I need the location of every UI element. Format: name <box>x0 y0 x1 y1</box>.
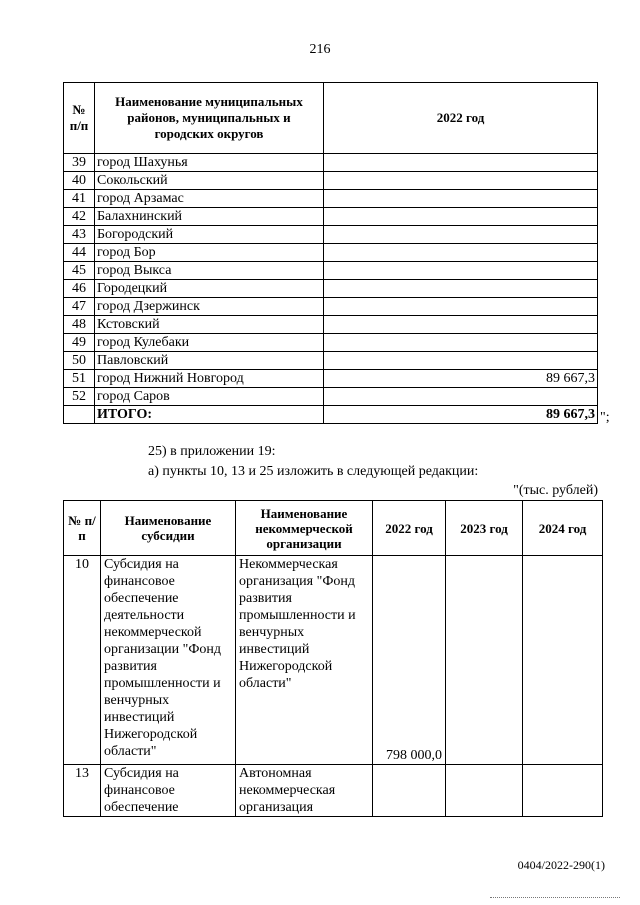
col-header-2022: 2022 год <box>373 501 446 556</box>
row-value <box>324 172 598 190</box>
document-code: 0404/2022-290(1) <box>517 858 605 872</box>
row-num: 40 <box>64 172 95 190</box>
row-value <box>324 226 598 244</box>
municipality-name: город Арзамас <box>95 190 324 208</box>
municipal-table <box>63 82 598 424</box>
table-row <box>64 262 598 280</box>
row-value <box>324 316 598 334</box>
row-value <box>324 244 598 262</box>
row-num: 39 <box>64 154 95 172</box>
row-value: 89 667,3 <box>324 370 598 388</box>
municipality-name: город Саров <box>95 388 324 406</box>
total-num-cell <box>64 406 95 424</box>
row-num: 42 <box>64 208 95 226</box>
col-header-2024: 2024 год <box>523 501 603 556</box>
row-num: 41 <box>64 190 95 208</box>
col-header-2023: 2023 год <box>446 501 523 556</box>
row-num: 48 <box>64 316 95 334</box>
row-value <box>324 280 598 298</box>
table-row <box>64 556 603 765</box>
row-value <box>324 352 598 370</box>
paragraph-25: 25) в приложении 19: <box>148 444 276 459</box>
row-value <box>324 154 598 172</box>
units-label: "(тыс. рублей) <box>513 483 598 498</box>
paragraph-a: а) пункты 10, 13 и 25 изложить в следующей редакции: <box>148 464 479 479</box>
table-row <box>64 370 598 388</box>
amount-2022 <box>373 765 446 817</box>
closing-quote: "; <box>600 410 610 425</box>
municipality-name: Сокольский <box>95 172 324 190</box>
row-value <box>324 208 598 226</box>
row-num: 46 <box>64 280 95 298</box>
municipality-name: город Выкса <box>95 262 324 280</box>
table-row <box>64 172 598 190</box>
municipality-name: Богородский <box>95 226 324 244</box>
table-header-row <box>64 501 603 556</box>
table-row <box>64 280 598 298</box>
row-num: 43 <box>64 226 95 244</box>
table-row <box>64 765 603 817</box>
table-row <box>64 316 598 334</box>
municipality-name: город Бор <box>95 244 324 262</box>
org-name: Автономная некоммерческая организация <box>236 765 373 817</box>
municipality-name: город Дзержинск <box>95 298 324 316</box>
municipality-name: Городецкий <box>95 280 324 298</box>
col-header-num: № п/п <box>64 501 101 556</box>
municipality-name: город Нижний Новгород <box>95 370 324 388</box>
table-row <box>64 190 598 208</box>
table-row <box>64 352 598 370</box>
row-value <box>324 334 598 352</box>
subsidy-name: Субсидия на финансовое обеспечение деятельности некоммерческой организации "Фонд развития промышленности и венчурных инвестиций Нижегородской области" <box>101 556 236 765</box>
total-row <box>64 406 598 424</box>
row-value <box>324 262 598 280</box>
col-header-org: Наименование некоммерческой организации <box>236 501 373 556</box>
row-num: 13 <box>64 765 101 817</box>
row-num: 10 <box>64 556 101 765</box>
table-row <box>64 244 598 262</box>
municipality-name: Кстовский <box>95 316 324 334</box>
row-value <box>324 298 598 316</box>
total-label: ИТОГО: <box>95 406 324 424</box>
subsidy-table <box>63 500 603 817</box>
col-header-num: № п/п <box>64 83 95 154</box>
row-num: 50 <box>64 352 95 370</box>
row-num: 44 <box>64 244 95 262</box>
amount-2023 <box>446 765 523 817</box>
municipality-name: Балахнинский <box>95 208 324 226</box>
total-value: 89 667,3 <box>324 406 598 424</box>
municipality-name: город Кулебаки <box>95 334 324 352</box>
table-row <box>64 334 598 352</box>
row-value <box>324 190 598 208</box>
amount-2024 <box>523 765 603 817</box>
row-num: 49 <box>64 334 95 352</box>
org-name: Некоммерческая организация "Фонд развития промышленности и венчурных инвестиций Нижегородской области" <box>236 556 373 765</box>
col-header-name: Наименование муниципальных районов, муниципальных и городских округов <box>95 83 324 154</box>
amount-2022: 798 000,0 <box>373 556 446 765</box>
table-row <box>64 226 598 244</box>
row-num: 52 <box>64 388 95 406</box>
row-value <box>324 388 598 406</box>
amount-2023 <box>446 556 523 765</box>
table-header-row <box>64 83 598 154</box>
municipal-table-body <box>64 154 598 406</box>
col-header-subsidy: Наименование субсидии <box>101 501 236 556</box>
row-num: 45 <box>64 262 95 280</box>
scan-artifact <box>490 897 620 902</box>
row-num: 51 <box>64 370 95 388</box>
subsidy-name: Субсидия на финансовое обеспечение <box>101 765 236 817</box>
municipality-name: Павловский <box>95 352 324 370</box>
table-row <box>64 298 598 316</box>
table-row <box>64 388 598 406</box>
col-header-year: 2022 год <box>324 83 598 154</box>
table-row <box>64 208 598 226</box>
amount-2024 <box>523 556 603 765</box>
municipality-name: город Шахунья <box>95 154 324 172</box>
page-number: 216 <box>309 42 331 57</box>
row-num: 47 <box>64 298 95 316</box>
table-row <box>64 154 598 172</box>
